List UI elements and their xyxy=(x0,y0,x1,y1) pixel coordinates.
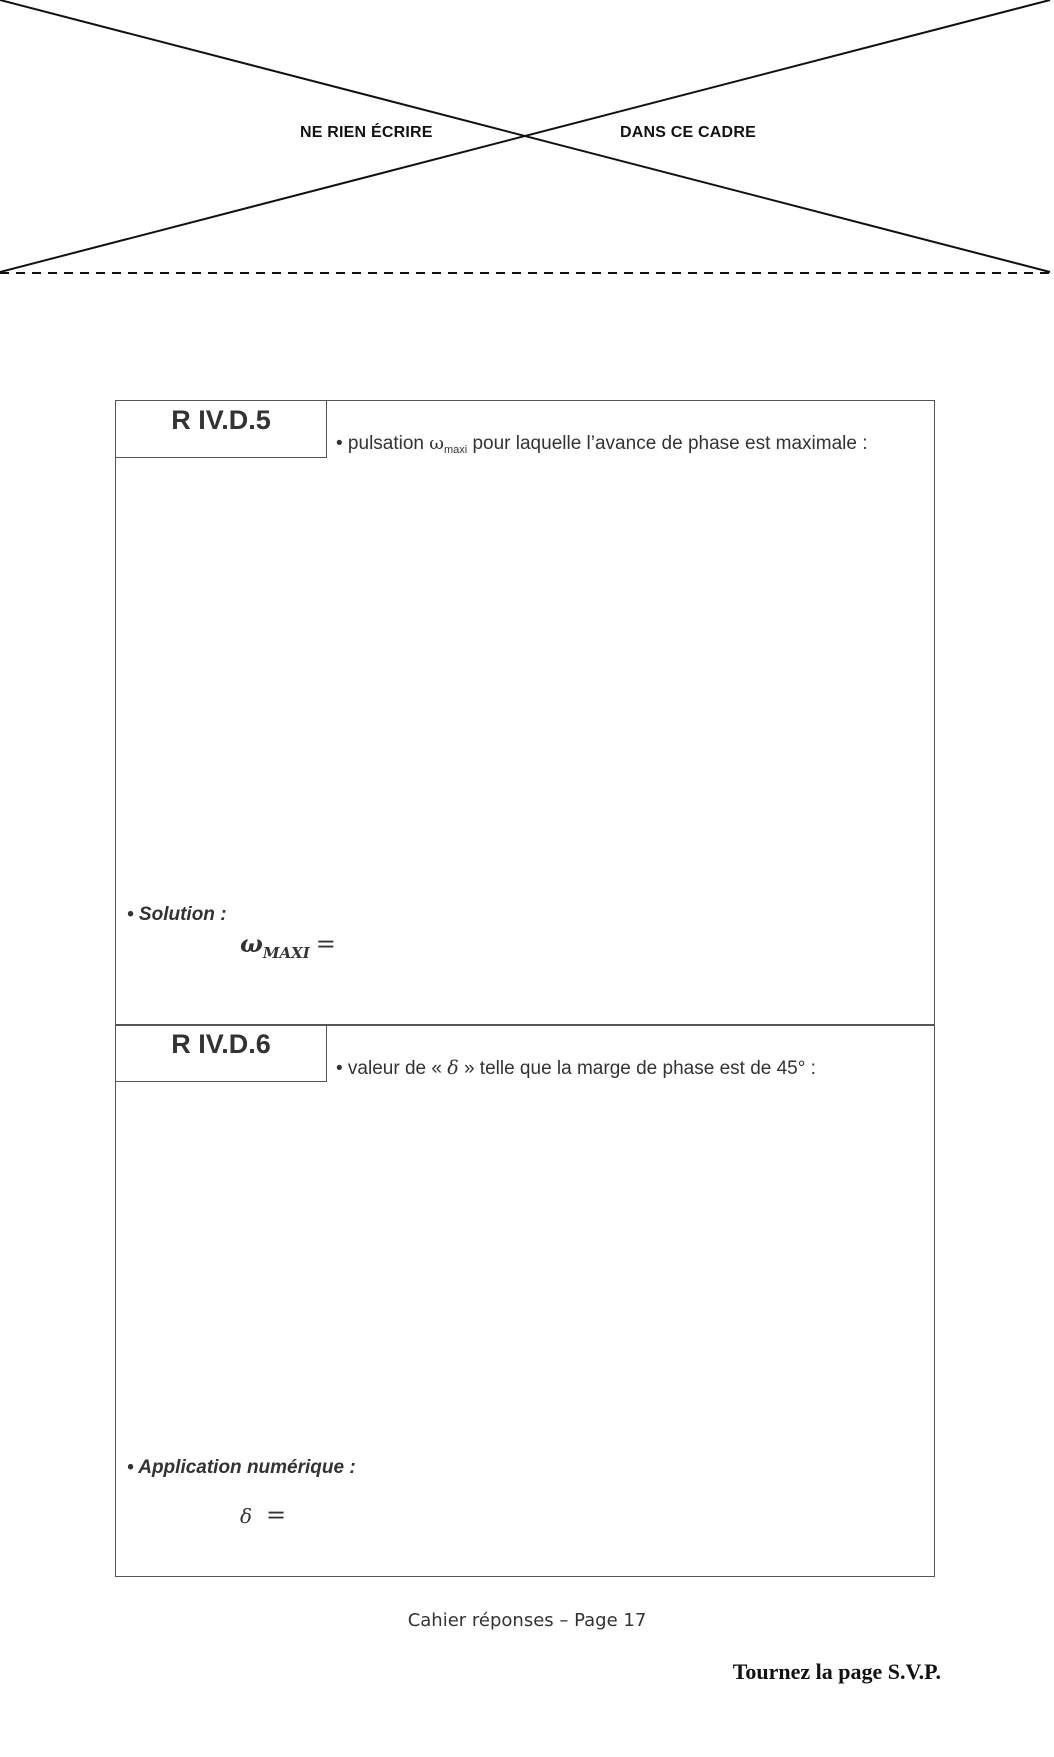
formula-equals: = xyxy=(266,1501,287,1529)
omega-symbol: ω xyxy=(429,433,444,454)
question-ref: R IV.D.6 xyxy=(116,1025,327,1082)
page-number-footer: Cahier réponses – Page 17 xyxy=(407,1610,647,1631)
omega-max-formula xyxy=(240,929,336,962)
do-not-write-frame xyxy=(0,0,1054,280)
answer-section-riv-d5 xyxy=(115,400,935,1026)
delta-symbol: δ xyxy=(447,1057,459,1079)
question-ref: R IV.D.5 xyxy=(116,401,327,458)
numerical-application-label: • Application numérique : xyxy=(127,1457,356,1478)
omega-subscript: maxi xyxy=(443,444,468,456)
formula-symbol: δ xyxy=(240,1504,253,1528)
delta-formula xyxy=(240,1501,286,1529)
banner-text-right: DANS CE CADRE xyxy=(620,124,756,141)
prompt-text-start: • valeur de « xyxy=(336,1058,448,1079)
solution-label: • Solution : xyxy=(127,904,227,925)
question-prompt xyxy=(336,433,867,456)
prompt-text-end: pour laquelle l’avance de phase est maximale : xyxy=(467,433,868,454)
answer-section-riv-d6 xyxy=(115,1024,935,1577)
prompt-text-start: • pulsation xyxy=(336,433,430,454)
formula-symbol: ω xyxy=(240,929,263,958)
turn-page-note: Tournez la page S.V.P. xyxy=(732,1659,941,1684)
question-prompt xyxy=(336,1057,816,1080)
formula-equals: = xyxy=(315,930,336,958)
banner-text-left: NE RIEN ÉCRIRE xyxy=(300,124,433,141)
prompt-text-end: » telle que la marge de phase est de 45° : xyxy=(458,1058,816,1079)
formula-subscript: MAXI xyxy=(262,944,310,962)
